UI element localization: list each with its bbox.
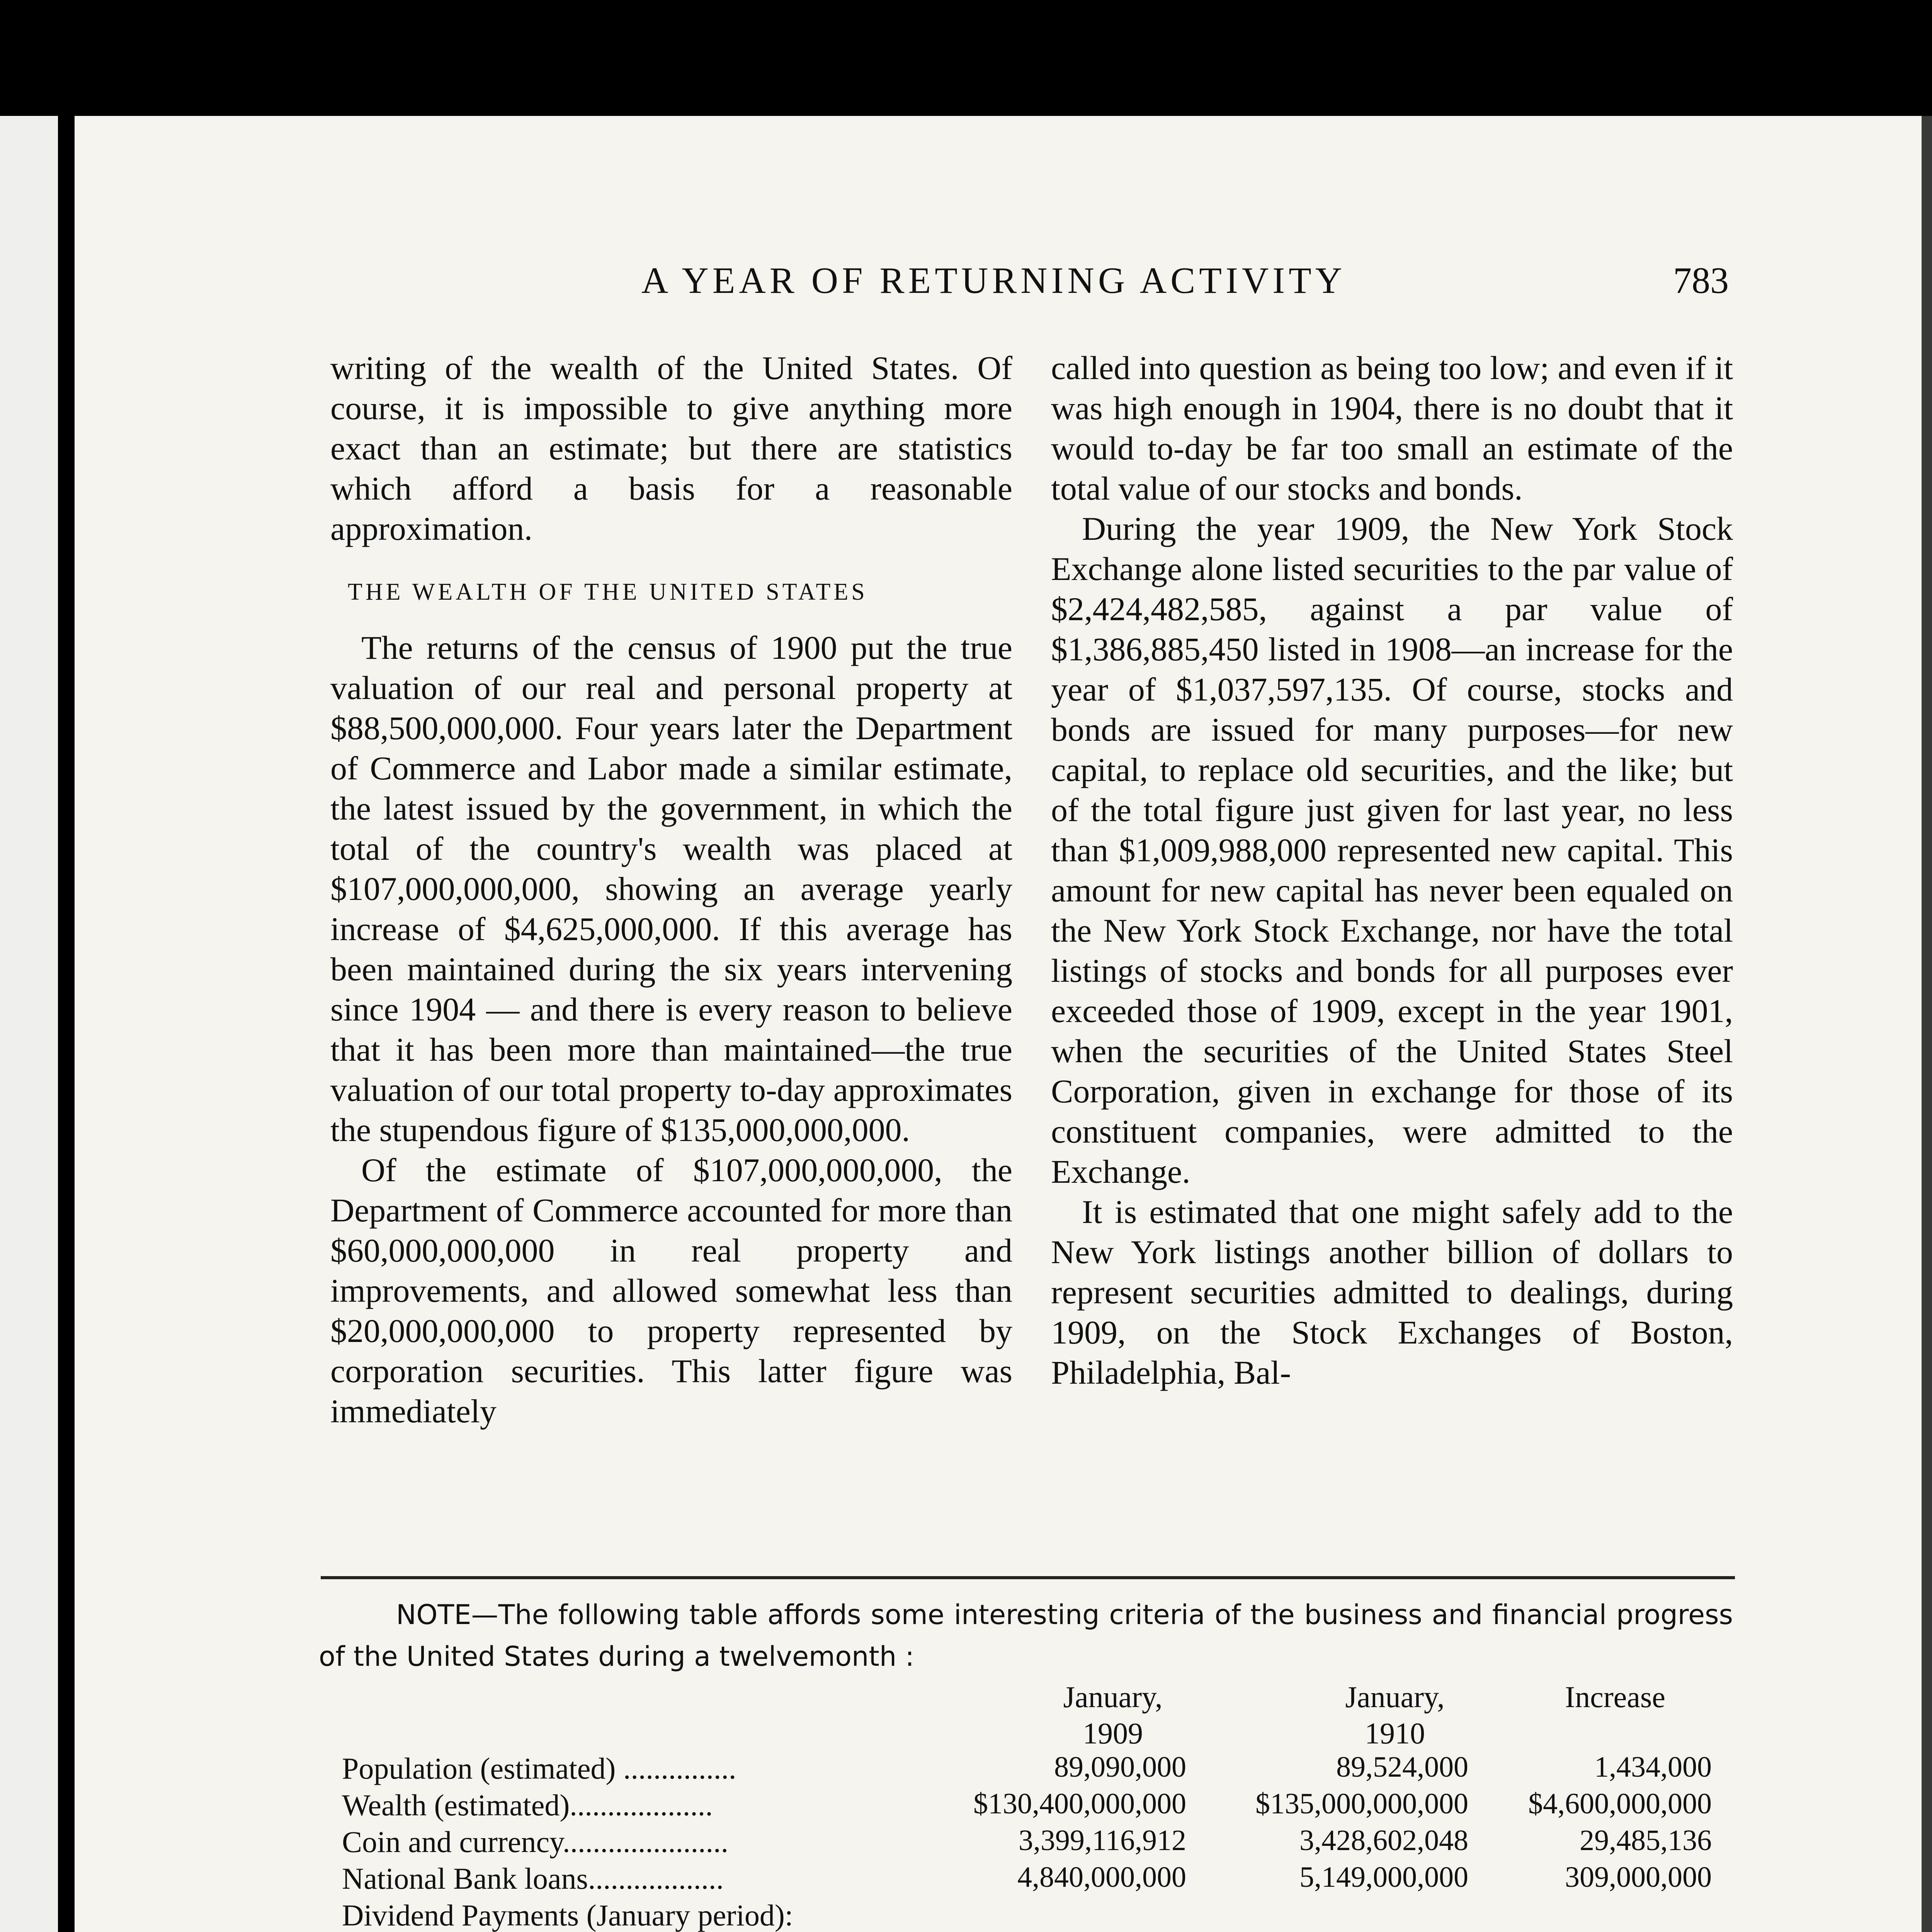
column-header: January, 1910 (1345, 1680, 1445, 1750)
paragraph: The returns of the census of 1900 put the true valuation of our real and personal property at $88,500,000,000. Four years later the Department of Commerce and Labor made a similar estimate, the latest issued by the government, in which the total of the country's wealth was placed at $107,000,000,000, showing an average yearly increase of $4,625,000,000. If this average has been maintained during the six years intervening since 1904 — and there is every reason to believe that it has been more than maintained—the true valuation of our total property to-day approximates the stupendous figure of $135,000,000,000. (330, 629, 1012, 1148)
table-cell: 5,149,000,000 (1299, 1861, 1468, 1893)
table-cell: 1,434,000 (1594, 1751, 1712, 1783)
adjacent-page-edge (0, 116, 58, 1932)
page-number: 783 (1673, 260, 1729, 301)
left-column (330, 348, 1012, 1431)
paragraph: It is estimated that one might safely add to the New York listings another billion of dollars to represent securities admitted to dealings, during 1909, on the Stock Exchanges of Boston, Philadelphia, Bal- (1051, 1193, 1733, 1391)
table-cell: 3,428,602,048 (1299, 1824, 1468, 1857)
table-cell: 4,840,000,000 (1017, 1861, 1186, 1893)
table-cell: 29,485,136 (1580, 1824, 1712, 1857)
table-cell: 309,000,000 (1565, 1861, 1712, 1893)
table-cell: $135,000,000,000 (1255, 1787, 1468, 1820)
table-cell: 89,090,000 (1054, 1751, 1186, 1783)
column-header: Increase (1565, 1680, 1665, 1714)
table-row-label: National Bank loans.................. (342, 1862, 724, 1895)
table-note: NOTE—The following table affords some interesting criteria of the business and financial progress of the United States during a twelvemonth : (319, 1599, 1733, 1672)
paragraph: Of the estimate of $107,000,000,000, the Department of Commerce accounted for more than $60,000,000,000 in real property and improvements, and allowed somewhat less than $20,000,000,000 to property represented by corporation securities. This latter figure was immediately (330, 1151, 1012, 1430)
running-head: A YEAR OF RETURNING ACTIVITY (641, 260, 1346, 301)
section-divider (321, 1576, 1735, 1579)
paragraph: writing of the wealth of the United States. Of course, it is impossible to give anything more exact than an estimate; but there are statistics which afford a basis for a reasonable approximation. (330, 349, 1012, 547)
table-cell: $4,600,000,000 (1528, 1787, 1712, 1820)
paragraph: called into question as being too low; and even if it was high enough in 1904, there is no doubt that it would to-day be far too small an estimate of the total value of our stocks and bonds. (1051, 349, 1733, 507)
right-column (1051, 348, 1733, 1393)
table-cell: $130,400,000,000 (973, 1787, 1186, 1820)
section-heading: THE WEALTH OF THE UNITED STATES (348, 579, 868, 605)
page-shadow (1922, 116, 1932, 1932)
table-subheading: Dividend Payments (January period): (342, 1898, 793, 1932)
column-header: January, 1909 (1063, 1680, 1163, 1750)
table-row-label: Population (estimated) ............... (342, 1752, 736, 1785)
table-row-label: Coin and currency...................... (342, 1825, 729, 1859)
table-cell: 89,524,000 (1336, 1751, 1468, 1783)
paragraph: During the year 1909, the New York Stock Exchange alone listed securities to the par value of $2,424,482,585, against a par value of $1,386,885,450 listed in 1908—an increase for the year of $1,037,597,135. Of course, stocks and bonds are issued for many purposes—for new capital, to replace old securities, and the like; but of the total figure just given for last year, no less than $1,009,988,000 represented new capital. This amount for new capital has never been equaled on the New York Stock Exchange, nor have the total listings of stocks and bonds for all purposes ever exceeded those of 1909, except in the year 1901, when the securities of the United States Steel Corporation, given in exchange for those of its constituent companies, were admitted to the Exchange. (1051, 510, 1733, 1190)
table-cell: 3,399,116,912 (1018, 1824, 1186, 1857)
table-row-label: Wealth (estimated)................... (342, 1788, 713, 1822)
